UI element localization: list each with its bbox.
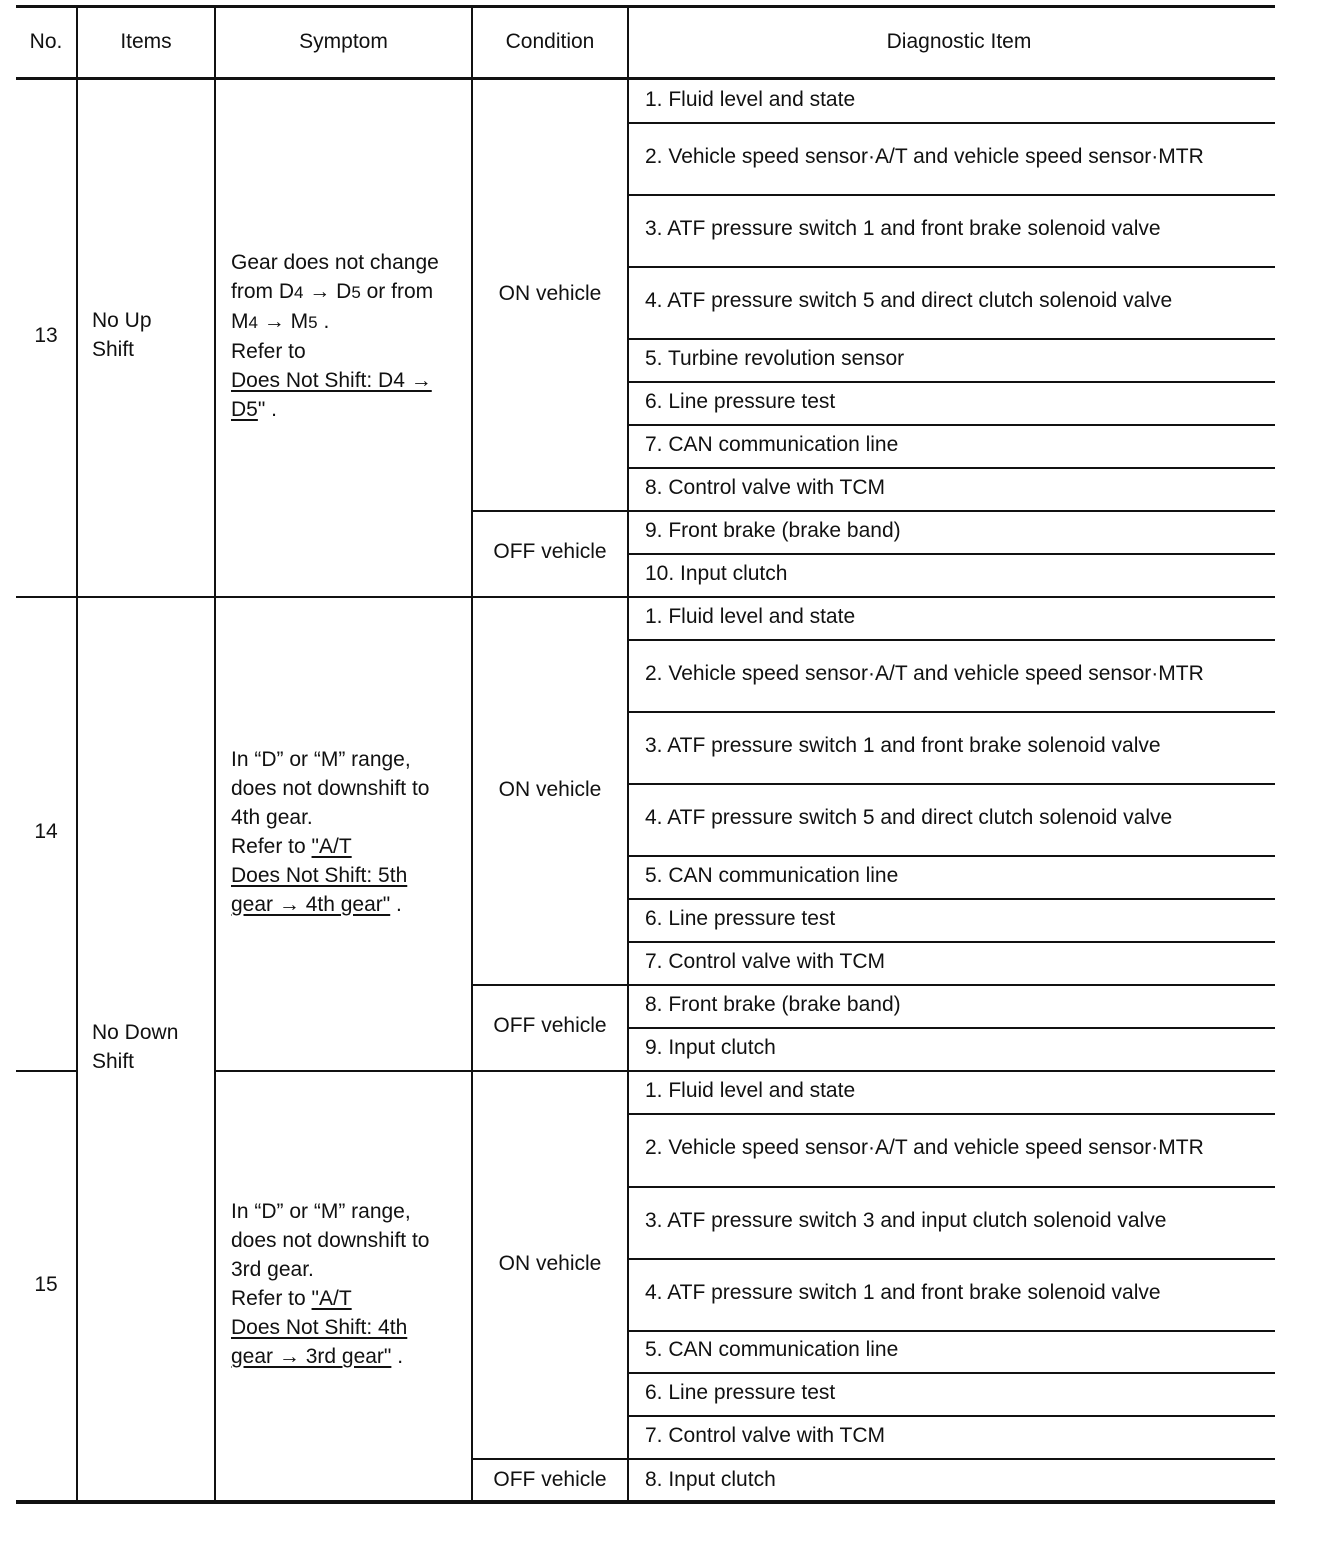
row-separator xyxy=(16,1070,77,1072)
diag-item: 7. CAN communication line xyxy=(645,433,899,456)
diag-separator xyxy=(628,1113,1275,1115)
condition-on: ON vehicle xyxy=(498,1252,602,1275)
diag-separator xyxy=(628,381,1275,383)
row-number: 13 xyxy=(34,324,58,347)
diag-separator xyxy=(628,783,1275,785)
diag-separator xyxy=(628,941,1275,943)
diag-item: 1. Fluid level and state xyxy=(645,1079,856,1102)
symptom-13-link[interactable]: Does Not Shift: D4 → xyxy=(231,369,432,392)
symptom-14: In “D” or “M” range, does not downshift to 4th gear. Refer to "A/T Does Not Shift: 5th gear → 4th gear" . xyxy=(231,748,430,916)
symptom-13-link-end[interactable]: D5 xyxy=(231,398,258,421)
symptom-15-link-cont[interactable]: Does Not Shift: 4th xyxy=(231,1316,408,1339)
condition-off: OFF vehicle xyxy=(493,540,607,563)
diag-item: 2. Vehicle speed sensor·A/T and vehicle speed sensor·MTR xyxy=(645,662,1204,685)
table-bottom-rule xyxy=(16,1500,1275,1504)
header-symptom: Symptom xyxy=(299,30,388,53)
diag-item: 3. ATF pressure switch 3 and input clutch solenoid valve xyxy=(645,1209,1167,1232)
condition-on: ON vehicle xyxy=(498,282,602,305)
diag-separator xyxy=(628,639,1275,641)
diag-item: 6. Line pressure test xyxy=(645,1381,836,1404)
diag-item: 3. ATF pressure switch 1 and front brake solenoid valve xyxy=(645,734,1161,757)
row-number: 14 xyxy=(34,820,58,843)
diag-separator xyxy=(628,711,1275,713)
diag-separator xyxy=(628,553,1275,555)
item-no-up-shift: No Up Shift xyxy=(92,309,152,361)
diag-item: 4. ATF pressure switch 5 and direct clutch solenoid valve xyxy=(645,806,1173,829)
diag-item: 6. Line pressure test xyxy=(645,907,836,930)
table-top-rule xyxy=(16,5,1275,8)
diag-item: 3. ATF pressure switch 1 and front brake solenoid valve xyxy=(645,217,1161,240)
diag-separator xyxy=(628,338,1275,340)
column-divider xyxy=(627,5,629,1502)
condition-separator xyxy=(472,1458,1275,1460)
condition-off: OFF vehicle xyxy=(493,1468,607,1491)
condition-off: OFF vehicle xyxy=(493,1014,607,1037)
diag-item: 10. Input clutch xyxy=(645,562,788,585)
diag-item: 7. Control valve with TCM xyxy=(645,1424,886,1447)
header-diagnostic-item: Diagnostic Item xyxy=(886,30,1032,53)
diag-item: 5. Turbine revolution sensor xyxy=(645,347,905,370)
condition-separator xyxy=(472,984,1275,986)
diag-item: 6. Line pressure test xyxy=(645,390,836,413)
diag-separator xyxy=(628,266,1275,268)
diag-item: 9. Front brake (brake band) xyxy=(645,519,901,542)
diag-item: 4. ATF pressure switch 5 and direct clutch solenoid valve xyxy=(645,289,1173,312)
diag-item: 2. Vehicle speed sensor·A/T and vehicle speed sensor·MTR xyxy=(645,1136,1204,1159)
diag-separator xyxy=(628,424,1275,426)
diag-separator xyxy=(628,898,1275,900)
diag-separator xyxy=(628,1330,1275,1332)
header-items: Items xyxy=(120,30,172,53)
symptom-15-link[interactable]: "A/T xyxy=(311,1287,352,1310)
diag-separator xyxy=(628,122,1275,124)
diag-item: 9. Input clutch xyxy=(645,1036,776,1059)
symptom-14-link[interactable]: "A/T xyxy=(311,835,352,858)
diag-item: 5. CAN communication line xyxy=(645,1338,899,1361)
diag-item: 8. Front brake (brake band) xyxy=(645,993,901,1016)
diag-separator xyxy=(628,467,1275,469)
diag-item: 4. ATF pressure switch 1 and front brake solenoid valve xyxy=(645,1281,1161,1304)
diag-separator xyxy=(628,1372,1275,1374)
condition-on: ON vehicle xyxy=(498,778,602,801)
row-separator xyxy=(214,1070,1275,1072)
diag-separator xyxy=(628,1258,1275,1260)
diag-item: 7. Control valve with TCM xyxy=(645,950,886,973)
diag-separator xyxy=(628,1415,1275,1417)
symptom-15-link-end[interactable]: gear → 3rd gear" xyxy=(231,1345,392,1368)
symptom-13: Gear does not change from D4 → D5 or from M4 → M5 . Refer to Does Not Shift: D4 → D5" . xyxy=(231,251,439,421)
diag-item: 8. Control valve with TCM xyxy=(645,476,886,499)
diag-item: 1. Fluid level and state xyxy=(645,605,856,628)
symptom-14-link-cont[interactable]: Does Not Shift: 5th xyxy=(231,864,408,887)
diag-separator xyxy=(628,194,1275,196)
column-divider xyxy=(214,5,216,1502)
diag-item: 8. Input clutch xyxy=(645,1468,776,1491)
row-number: 15 xyxy=(34,1273,58,1296)
diag-separator xyxy=(628,855,1275,857)
diag-item: 5. CAN communication line xyxy=(645,864,899,887)
diag-separator xyxy=(628,1027,1275,1029)
symptom-14-link-end[interactable]: gear → 4th gear" xyxy=(231,893,391,916)
condition-separator xyxy=(472,510,1275,512)
header-bottom-rule xyxy=(16,77,1275,80)
header-no: No. xyxy=(29,30,63,53)
diag-separator xyxy=(628,1186,1275,1188)
header-condition: Condition xyxy=(505,30,595,53)
diag-item: 1. Fluid level and state xyxy=(645,88,856,111)
diag-item: 2. Vehicle speed sensor·A/T and vehicle speed sensor·MTR xyxy=(645,145,1204,168)
symptom-15: In “D” or “M” range, does not downshift to 3rd gear. Refer to "A/T Does Not Shift: 4th gear → 3rd gear" . xyxy=(231,1200,430,1368)
row-separator xyxy=(16,596,1275,598)
item-no-down-shift: No Down Shift xyxy=(92,1021,179,1073)
column-divider xyxy=(76,5,78,1502)
